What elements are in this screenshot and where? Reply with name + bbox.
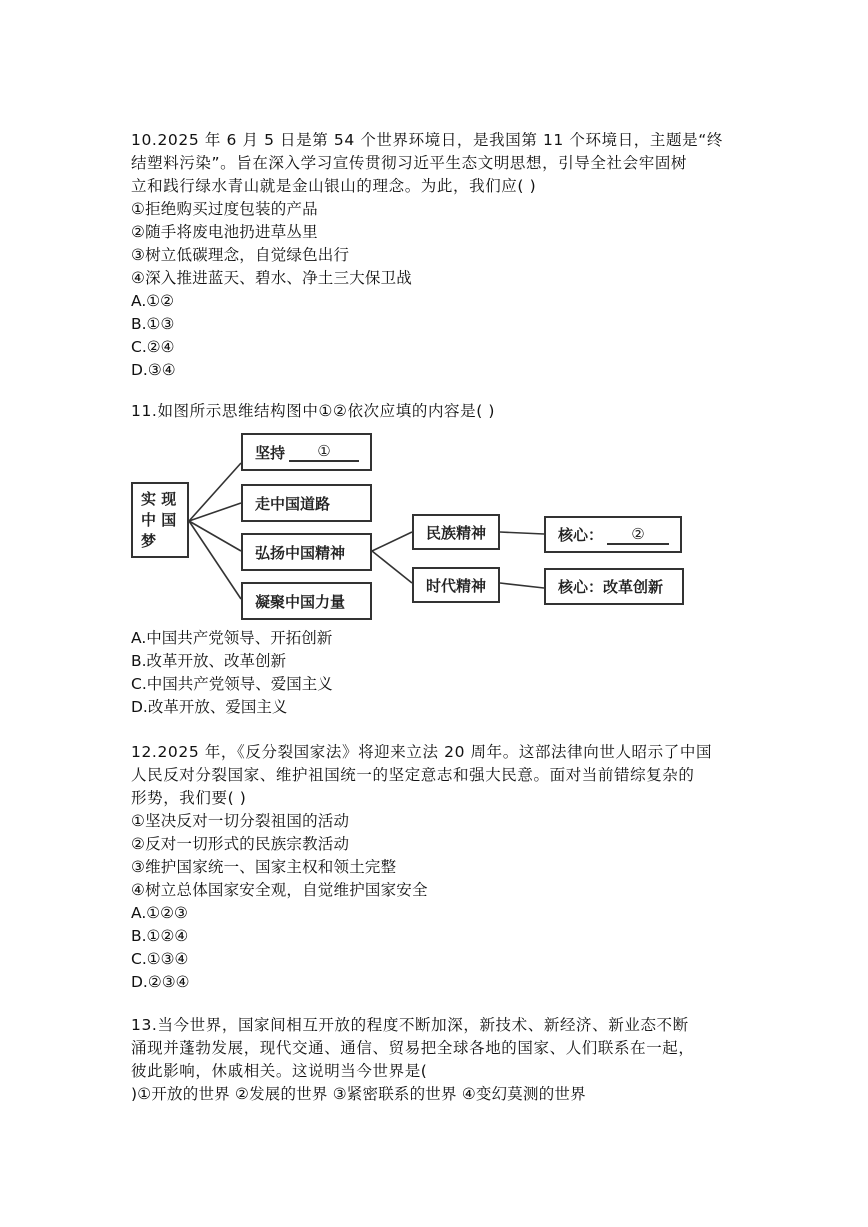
answer-option-a: A.①② — [131, 292, 175, 310]
statement-item: ③树立低碳理念，自觉绿色出行 — [131, 246, 350, 264]
fill-blank-1 — [289, 442, 359, 462]
root-line: 实 现 — [141, 489, 177, 508]
question-13 — [131, 1014, 741, 1106]
fill-blank-2 — [607, 525, 669, 545]
answer-option-a: A.中国共产党领导、开拓创新 — [131, 629, 333, 647]
statement-item: ④深入推进蓝天、碧水、净土三大保卫战 — [131, 269, 412, 287]
statement-item: ④树立总体国家安全观，自觉维护国家安全 — [131, 881, 428, 899]
answer-option-c: C.②④ — [131, 338, 175, 356]
statement-item: ②反对一切形式的民族宗教活动 — [131, 835, 350, 853]
branch-label: 坚持 — [255, 443, 286, 462]
question-stem-line: 彼此影响，休戚相关。这说明当今世界是( — [131, 1062, 428, 1080]
answer-option-a: A.①②③ — [131, 904, 188, 922]
core-label: 核心： — [558, 526, 604, 544]
question-stem-line: 11.如图所示思维结构图中①②依次应填的内容是( ) — [131, 402, 496, 420]
sub-box-national-spirit — [412, 514, 500, 550]
answer-option-b: B.①②④ — [131, 927, 189, 945]
answer-option-b: B.改革开放、改革创新 — [131, 652, 287, 670]
statement-item: ②随手将废电池扔进草丛里 — [131, 223, 318, 241]
answer-option-c: C.①③④ — [131, 950, 189, 968]
core-box-era-spirit — [544, 568, 684, 605]
root-line: 梦 — [141, 531, 157, 550]
statement-item: ①拒绝购买过度包装的产品 — [131, 200, 318, 218]
mind-map-diagram — [131, 427, 691, 627]
answer-option-d: D.③④ — [131, 361, 176, 379]
question-12 — [131, 741, 741, 994]
answer-option-c: C.中国共产党领导、爱国主义 — [131, 675, 333, 693]
question-stem-line: 12.2025 年，《反分裂国家法》将迎来立法 20 周年。这部法律向世人昭示了中国 — [131, 743, 713, 761]
sub-box-era-spirit — [412, 567, 500, 603]
question-stem-line: 结塑料污染”。旨在深入学习宣传贯彻习近平生态文明思想，引导全社会牢固树 — [131, 154, 688, 172]
root-line: 中 国 — [141, 510, 177, 529]
question-10 — [131, 129, 741, 382]
question-stem-line: 13.当今世界，国家间相互开放的程度不断加深，新技术、新经济、新业态不断 — [131, 1016, 689, 1034]
answer-option-d: D.改革开放、爱国主义 — [131, 698, 288, 716]
sub-label: 时代精神 — [426, 576, 487, 595]
question-11 — [131, 400, 741, 423]
root-box — [131, 482, 189, 558]
question-stem-line: 10.2025 年 6 月 5 日是第 54 个世界环境日，是我国第 11 个环境日，主题是“终 — [131, 131, 723, 149]
question-stem-line: 人民反对分裂国家、维护祖国统一的坚定意志和强大民意。面对当前错综复杂的 — [131, 766, 695, 784]
question-stem-line: )①开放的世界 ②发展的世界 ③紧密联系的世界 ④变幻莫测的世界 — [131, 1085, 586, 1103]
question-11-options — [131, 627, 741, 719]
branch-box-road — [241, 484, 372, 522]
branch-box-spirit — [241, 533, 372, 571]
branch-label: 走中国道路 — [255, 494, 331, 513]
blank-marker: ② — [631, 524, 645, 543]
blank-marker: ① — [317, 442, 331, 460]
answer-option-b: B.①③ — [131, 315, 175, 333]
question-stem-line: 立和践行绿水青山就是金山银山的理念。为此，我们应( ) — [131, 177, 537, 195]
core-label: 核心：改革创新 — [558, 578, 664, 596]
statement-item: ③维护国家统一、国家主权和领土完整 — [131, 858, 397, 876]
answer-option-d: D.②③④ — [131, 973, 190, 991]
branch-box-uphold — [241, 433, 372, 471]
branch-label: 凝聚中国力量 — [255, 592, 346, 611]
question-stem-line: 涌现并蓬勃发展，现代交通、通信、贸易把全球各地的国家、人们联系在一起， — [131, 1039, 695, 1057]
branch-label: 弘扬中国精神 — [255, 543, 346, 562]
question-stem-line: 形势，我们要( ) — [131, 789, 247, 807]
branch-box-strength — [241, 582, 372, 620]
sub-label: 民族精神 — [426, 523, 487, 542]
statement-item: ①坚决反对一切分裂祖国的活动 — [131, 812, 350, 830]
core-box-national-spirit — [544, 516, 682, 553]
